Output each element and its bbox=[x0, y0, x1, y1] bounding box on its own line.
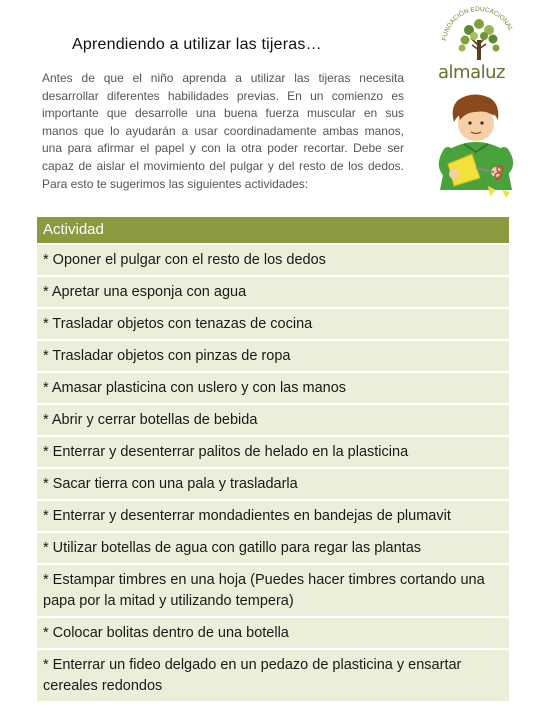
page-title: Aprendiendo a utilizar las tijeras… bbox=[72, 36, 322, 53]
table-row: * Trasladar objetos con tenazas de cocina bbox=[37, 309, 509, 341]
table-row: * Enterrar y desenterrar mondadientes en bandejas de plumavit bbox=[37, 501, 509, 533]
tree-logo-icon bbox=[434, 4, 524, 66]
child-cutting-paper-illustration bbox=[418, 90, 528, 205]
table-row: * Oponer el pulgar con el resto de los dedos bbox=[37, 245, 509, 277]
logo-ring-text: FUNDACIÓN EDUCACIONAL bbox=[441, 5, 515, 42]
table-row: * Utilizar botellas de agua con gatillo para regar las plantas bbox=[37, 533, 509, 565]
table-row: * Trasladar objetos con pinzas de ropa bbox=[37, 341, 509, 373]
intro-paragraph: Antes de que el niño aprenda a utilizar las tijeras necesita desarrollar diferentes habilidades previas. En un comienzo es importante que desarrolle una buena fuerza muscular en sus manos que lo ayudarán a usar coordinadamente ambas manos, una para afirmar el papel y con la otra poder recortar. Debe ser capaz de aislar el movimiento del pulgar y del resto de los dedos. Para esto te sugerimos las siguientes actividades: bbox=[42, 71, 404, 191]
foundation-logo bbox=[428, 4, 528, 84]
table-header: Actividad bbox=[37, 217, 509, 245]
logo-name: almaluz bbox=[438, 62, 505, 83]
table-row: * Abrir y cerrar botellas de bebida bbox=[37, 405, 509, 437]
table-row: * Amasar plasticina con uslero y con las manos bbox=[37, 373, 509, 405]
table-row: * Apretar una esponja con agua bbox=[37, 277, 509, 309]
table-row: * Colocar bolitas dentro de una botella bbox=[37, 618, 509, 650]
activities-table bbox=[37, 217, 509, 703]
table-row: * Enterrar un fideo delgado en un pedazo de plasticina y ensartar cereales redondos bbox=[37, 650, 509, 703]
table-row: * Sacar tierra con una pala y trasladarla bbox=[37, 469, 509, 501]
table-row: * Enterrar y desenterrar palitos de helado en la plasticina bbox=[37, 437, 509, 469]
table-row: * Estampar timbres en una hoja (Puedes hacer timbres cortando una papa por la mitad y utilizando tempera) bbox=[37, 565, 509, 618]
